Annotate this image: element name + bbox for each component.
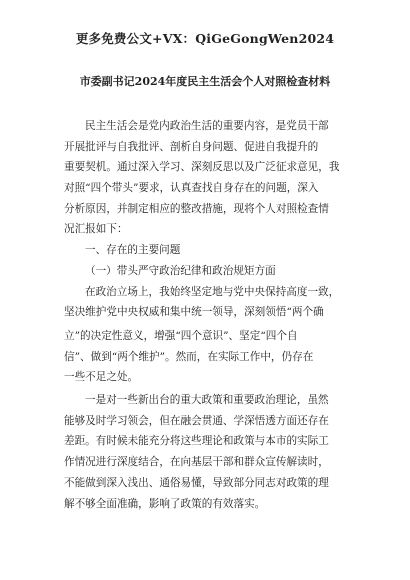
- document-title: 市委副书记2024年度民主生活会个人对照检查材料: [79, 75, 331, 88]
- text-line: 解不够全面准确，影响了政策的有效落实。: [64, 498, 266, 510]
- watermark-header: 更多免费公文+VX：QiGeGongWen2024: [75, 31, 335, 46]
- text-line: 开展批评与自我批评、剖析自身问题、促进自我提升的: [64, 140, 319, 153]
- paragraph-point-one: [64, 390, 358, 493]
- text-line: 坚决维护党中央权威和集中统一领导，深刻领悟“两个确: [64, 306, 324, 319]
- text-line: 一是对一些新出台的重大政策和重要政治理论，虽然: [85, 394, 329, 406]
- paragraph-point-one-end: [64, 494, 358, 515]
- text-line: 差距。有时候未能充分将这些理论和政策与本市的实际工: [64, 435, 329, 448]
- intro-section: [64, 116, 358, 323]
- text-line: 况汇报如下：: [64, 223, 128, 236]
- text-line: 对照“四个带头”要求，认真查找自身存在的问题，深入: [64, 182, 319, 195]
- text-line: 在政治立场上，我始终坚定地与党中央保持高度一致，: [85, 285, 340, 298]
- text-line: 不能做到深入浅出、通俗易懂，导致部分同志对政策的理: [64, 476, 329, 489]
- text-line: 作情况进行深度结合，在向基层干部和群众宣传解读时，: [64, 456, 329, 469]
- text-line: 立”的决定性意义，增强“四个意识”、坚定“四个自: [64, 330, 298, 342]
- paragraph-political-stance: [64, 326, 358, 388]
- section-heading: 一、存在的主要问题: [85, 244, 181, 257]
- text-line: 民主生活会是党内政治生活的重要内容，是党员干部: [85, 120, 329, 132]
- subsection-heading: （一）带头严守政治纪律和政治规矩方面: [85, 264, 276, 277]
- text-line: 能够及时学习领会，但在融会贯通、学深悟透方面还存在: [64, 414, 329, 427]
- text-line: 分析原因，并制定相应的整改措施，现将个人对照检查情: [64, 202, 329, 215]
- text-line: 重要契机。通过深入学习、深刻反思以及广泛征求意见，我: [64, 161, 340, 174]
- text-line: 信”、做到“两个维护”。然而，在实际工作中，仍存在: [64, 350, 314, 363]
- text-line: 一些不足之处。: [64, 371, 139, 384]
